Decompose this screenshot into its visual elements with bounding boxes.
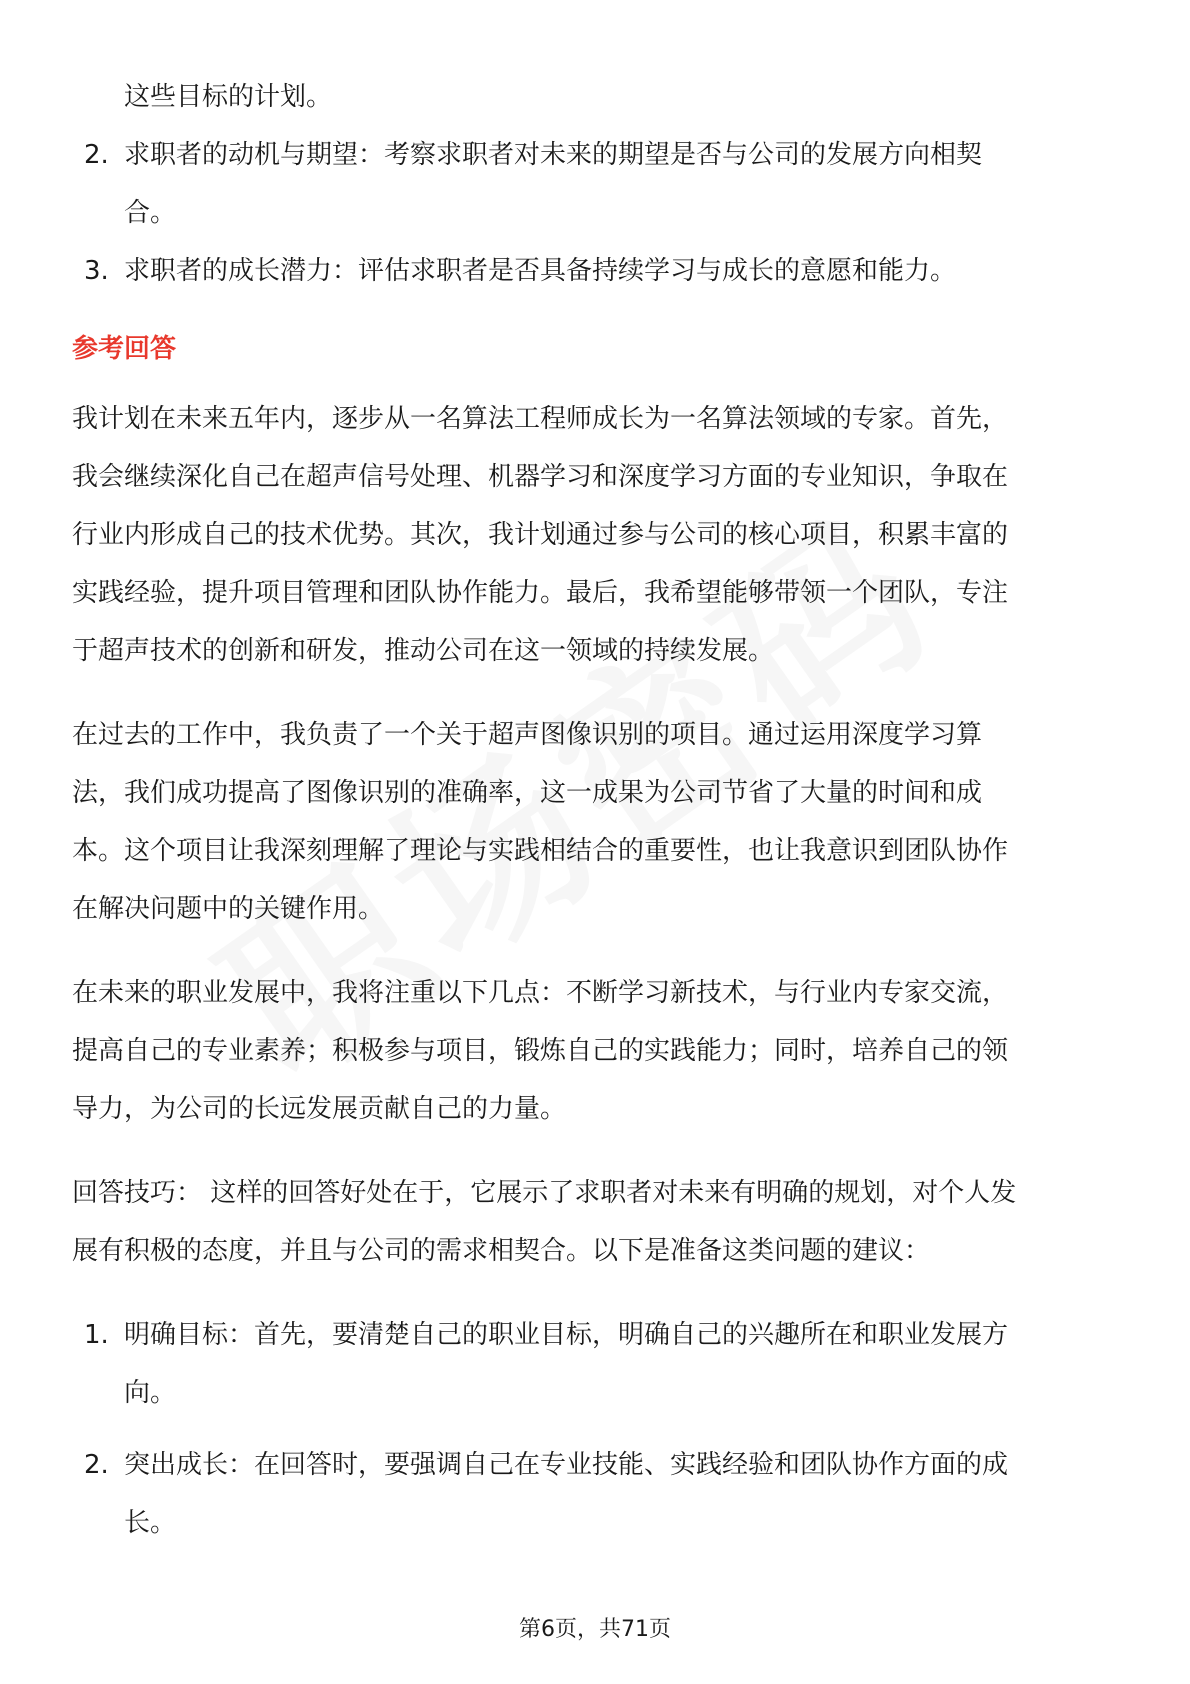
list-text: 突出成长：在回答时，要强调自己在专业技能、实践经验和团队协作方面的成 — [124, 1450, 1009, 1480]
list-number: 2. — [84, 140, 109, 170]
list-number: 1. — [84, 1320, 109, 1350]
paragraph-line: 在过去的工作中，我负责了一个关于超声图像识别的项目。通过运用深度学习算 — [72, 720, 983, 750]
list-text: 求职者的动机与期望：考察求职者对未来的期望是否与公司的发展方向相契 — [124, 140, 983, 170]
list-text: 明确目标：首先，要清楚自己的职业目标，明确自己的兴趣所在和职业发展方 — [124, 1320, 1009, 1350]
paragraph-line: 在未来的职业发展中，我将注重以下几点：不断学习新技术，与行业内专家交流， — [72, 978, 1009, 1008]
tips-list — [72, 1306, 1122, 1552]
paragraph-line: 我计划在未来五年内，逐步从一名算法工程师成长为一名算法领域的专家。首先， — [72, 404, 1009, 434]
paragraph-line: 本。这个项目让我深刻理解了理论与实践相结合的重要性，也让我意识到团队协作 — [72, 836, 1009, 866]
paragraph-line: 实践经验，提升项目管理和团队协作能力。最后，我希望能够带领一个团队，专注 — [72, 578, 1009, 608]
list-text: 求职者的成长潜力：评估求职者是否具备持续学习与成长的意愿和能力。 — [124, 256, 957, 286]
criteria-list — [72, 126, 1122, 300]
paragraph — [72, 706, 1122, 938]
paragraph-line: 我会继续深化自己在超声信号处理、机器学习和深度学习方面的专业知识，争取在 — [72, 462, 1009, 492]
list-number: 3. — [84, 256, 109, 286]
paragraph-line: 提高自己的专业素养；积极参与项目，锻炼自己的实践能力；同时，培养自己的领 — [72, 1036, 1009, 1066]
page-number: 第6页，共71页 — [519, 1617, 671, 1642]
list-item — [72, 126, 1122, 184]
list-continuation: 合。 — [124, 198, 177, 228]
list-item — [72, 1306, 1122, 1364]
paragraph-line: 于超声技术的创新和研发，推动公司在这一领域的持续发展。 — [72, 636, 775, 666]
list-continuation: 这些目标的计划。 — [124, 82, 333, 112]
paragraph-line: 回答技巧： 这样的回答好处在于，它展示了求职者对未来有明确的规划，对个人发 — [72, 1178, 1017, 1208]
paragraph-line: 展有积极的态度，并且与公司的需求相契合。以下是准备这类问题的建议： — [72, 1236, 931, 1266]
paragraph — [72, 964, 1122, 1138]
list-item — [72, 1436, 1122, 1494]
list-item — [72, 242, 1122, 300]
paragraph — [72, 1164, 1122, 1280]
page-content — [72, 68, 1122, 1552]
answer-heading: 参考回答 — [72, 334, 177, 364]
paragraph-line: 法，我们成功提高了图像识别的准确率，这一成果为公司节省了大量的时间和成 — [72, 778, 983, 808]
paragraph-line: 行业内形成自己的技术优势。其次，我计划通过参与公司的核心项目，积累丰富的 — [72, 520, 1009, 550]
paragraph-line: 导力，为公司的长远发展贡献自己的力量。 — [72, 1094, 567, 1124]
paragraph-line: 在解决问题中的关键作用。 — [72, 894, 385, 924]
list-number: 2. — [84, 1450, 109, 1480]
list-continuation: 向。 — [124, 1378, 177, 1408]
paragraph — [72, 390, 1122, 680]
list-continuation: 长。 — [124, 1508, 177, 1538]
